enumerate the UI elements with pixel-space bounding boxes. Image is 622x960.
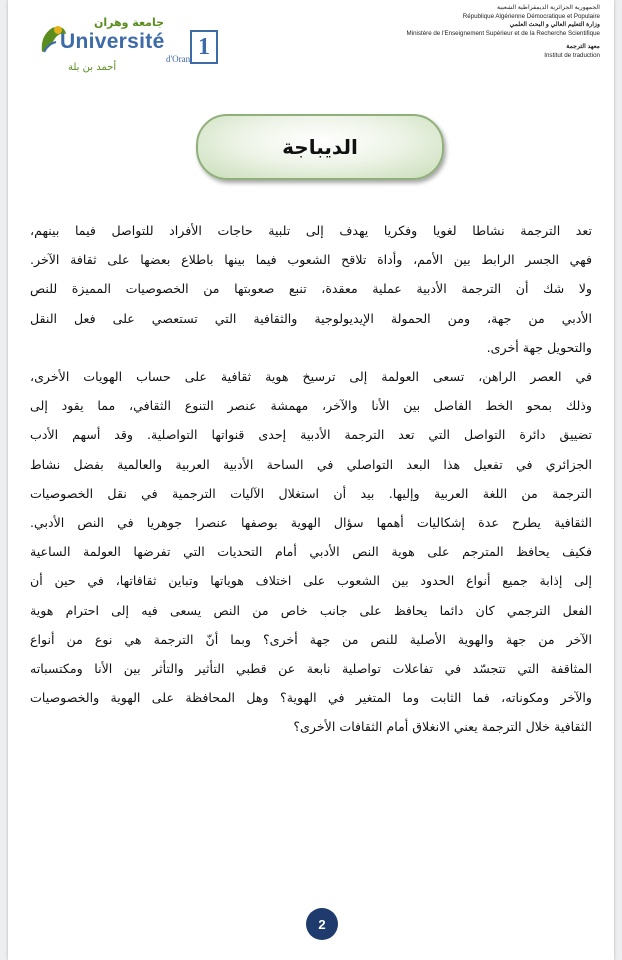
university-logo bbox=[38, 16, 228, 98]
text-line: الفعل الترجمي كان دائما يحافظ على جانب خاص من النص يسعى فيه إلى احترام هوية bbox=[30, 602, 592, 618]
text-line: المثاقفة التي تتجسّد في تفاعلات تواصلية نابعة عن قطبي التأثير والتأثر بين الأنا ومكتسباته bbox=[30, 661, 592, 677]
text-line: الآخر من جهة والهوية الأصلية للنص من جهة أخرى؟ وبما أنّ الترجمة هي نوع من أنواع bbox=[30, 631, 592, 647]
text-line: الثقافية خلال الترجمة يعني الانغلاق أمام الثقافات الأخرى؟ bbox=[293, 719, 592, 735]
title-badge bbox=[196, 114, 444, 180]
page-number-badge bbox=[306, 908, 338, 940]
university-arabic-name: جامعة وهران bbox=[94, 16, 165, 29]
university-arabic-subname: أحمد بن بلة bbox=[68, 62, 117, 73]
paragraph-2 bbox=[30, 362, 592, 742]
institute-arabic: معهد الترجمة bbox=[566, 43, 600, 50]
text-line: إلى إذابة جميع أنواع الحدود بين الشعوب على اختلاف هوياتها وتباين ثقافاتها، في حين أن bbox=[30, 573, 592, 589]
ministry-arabic: وزارة التعليم العالي و البحث العلمي bbox=[509, 21, 600, 28]
text-line: الترجمة من اللغة العربية وإليها. بيد أن استغلال الآليات الترجمية في نقل الخصوصيات bbox=[30, 485, 592, 501]
text-line: والتحويل جهة أخرى. bbox=[486, 339, 592, 355]
text-line: فكيف يحافظ المترجم على هوية النص الأدبي أمام التحديات التي تفرضها العولمة الساعية bbox=[30, 544, 592, 560]
text-line: الأدبي من جهة، ومن الحمولة الإيديولوجية والثقافية التي تستعصي على فعل النقل bbox=[30, 310, 592, 326]
page-title: الديباجة bbox=[282, 135, 358, 159]
university-city: d'Oran bbox=[166, 54, 191, 64]
text-line: الجزائري في تفعيل هذا البعد التواصلي في الساحة الأدبية العربية والعالمية بفضل نشاط bbox=[30, 456, 592, 472]
text-line: الثقافية يطرح عدة إشكاليات أهمها سؤال الهوية بوصفها عنصرا جوهريا في النص الأدبي. bbox=[30, 515, 592, 531]
text-line: في العصر الراهن، تسعى العولمة إلى ترسيخ هوية ثقافية على حساب الهويات الأخرى، bbox=[30, 369, 592, 385]
text-line: تعد الترجمة نشاطا لغويا وفكريا يهدف إلى تلبية حاجات الأفراد للتواصل فيما بينهم، bbox=[30, 223, 592, 238]
ministry-french: Ministère de l'Enseignement Supérieur et de la Recherche Scientifique bbox=[406, 29, 600, 37]
university-number: 1 bbox=[190, 30, 218, 64]
ministry-header bbox=[350, 4, 600, 60]
institute-french: Institut de traduction bbox=[544, 51, 600, 59]
republic-french: République Algérienne Démocratique et Populaire bbox=[462, 12, 600, 20]
document-page bbox=[8, 0, 614, 960]
page-number: 2 bbox=[318, 916, 326, 932]
text-line: ولا شك أن الترجمة الأدبية عملية معقدة، تنبع صعوبتها من الخصوصيات المميزة للنص bbox=[30, 281, 592, 297]
paragraph-1 bbox=[30, 216, 592, 362]
text-line: والآخر ومكوناته، فما الثابت وما المتغير في الهوية؟ وهل المحافظة على الهوية والخصوصيات bbox=[30, 690, 592, 706]
republic-arabic: الجمهورية الجزائرية الديمقراطية الشعبية bbox=[496, 4, 600, 11]
body-text bbox=[30, 216, 592, 742]
text-line: وذلك بمحو الخط الفاصل بين الأنا والآخر، مهمشة عنصر التنوع الثقافي، مما يقود إلى bbox=[30, 398, 592, 414]
text-line: فهي الجسر الرابط بين الأمم، وأداة تلاقح الشعوب فيما بينها باطلاع بعضها على ثقافة الآخر. bbox=[30, 252, 592, 268]
university-name: Université bbox=[60, 30, 165, 53]
text-line: تضييق دائرة التواصل التي تعد الترجمة الأدبية إحدى قنواتها التواصلية. وقد أسهم الأدب bbox=[30, 427, 592, 443]
